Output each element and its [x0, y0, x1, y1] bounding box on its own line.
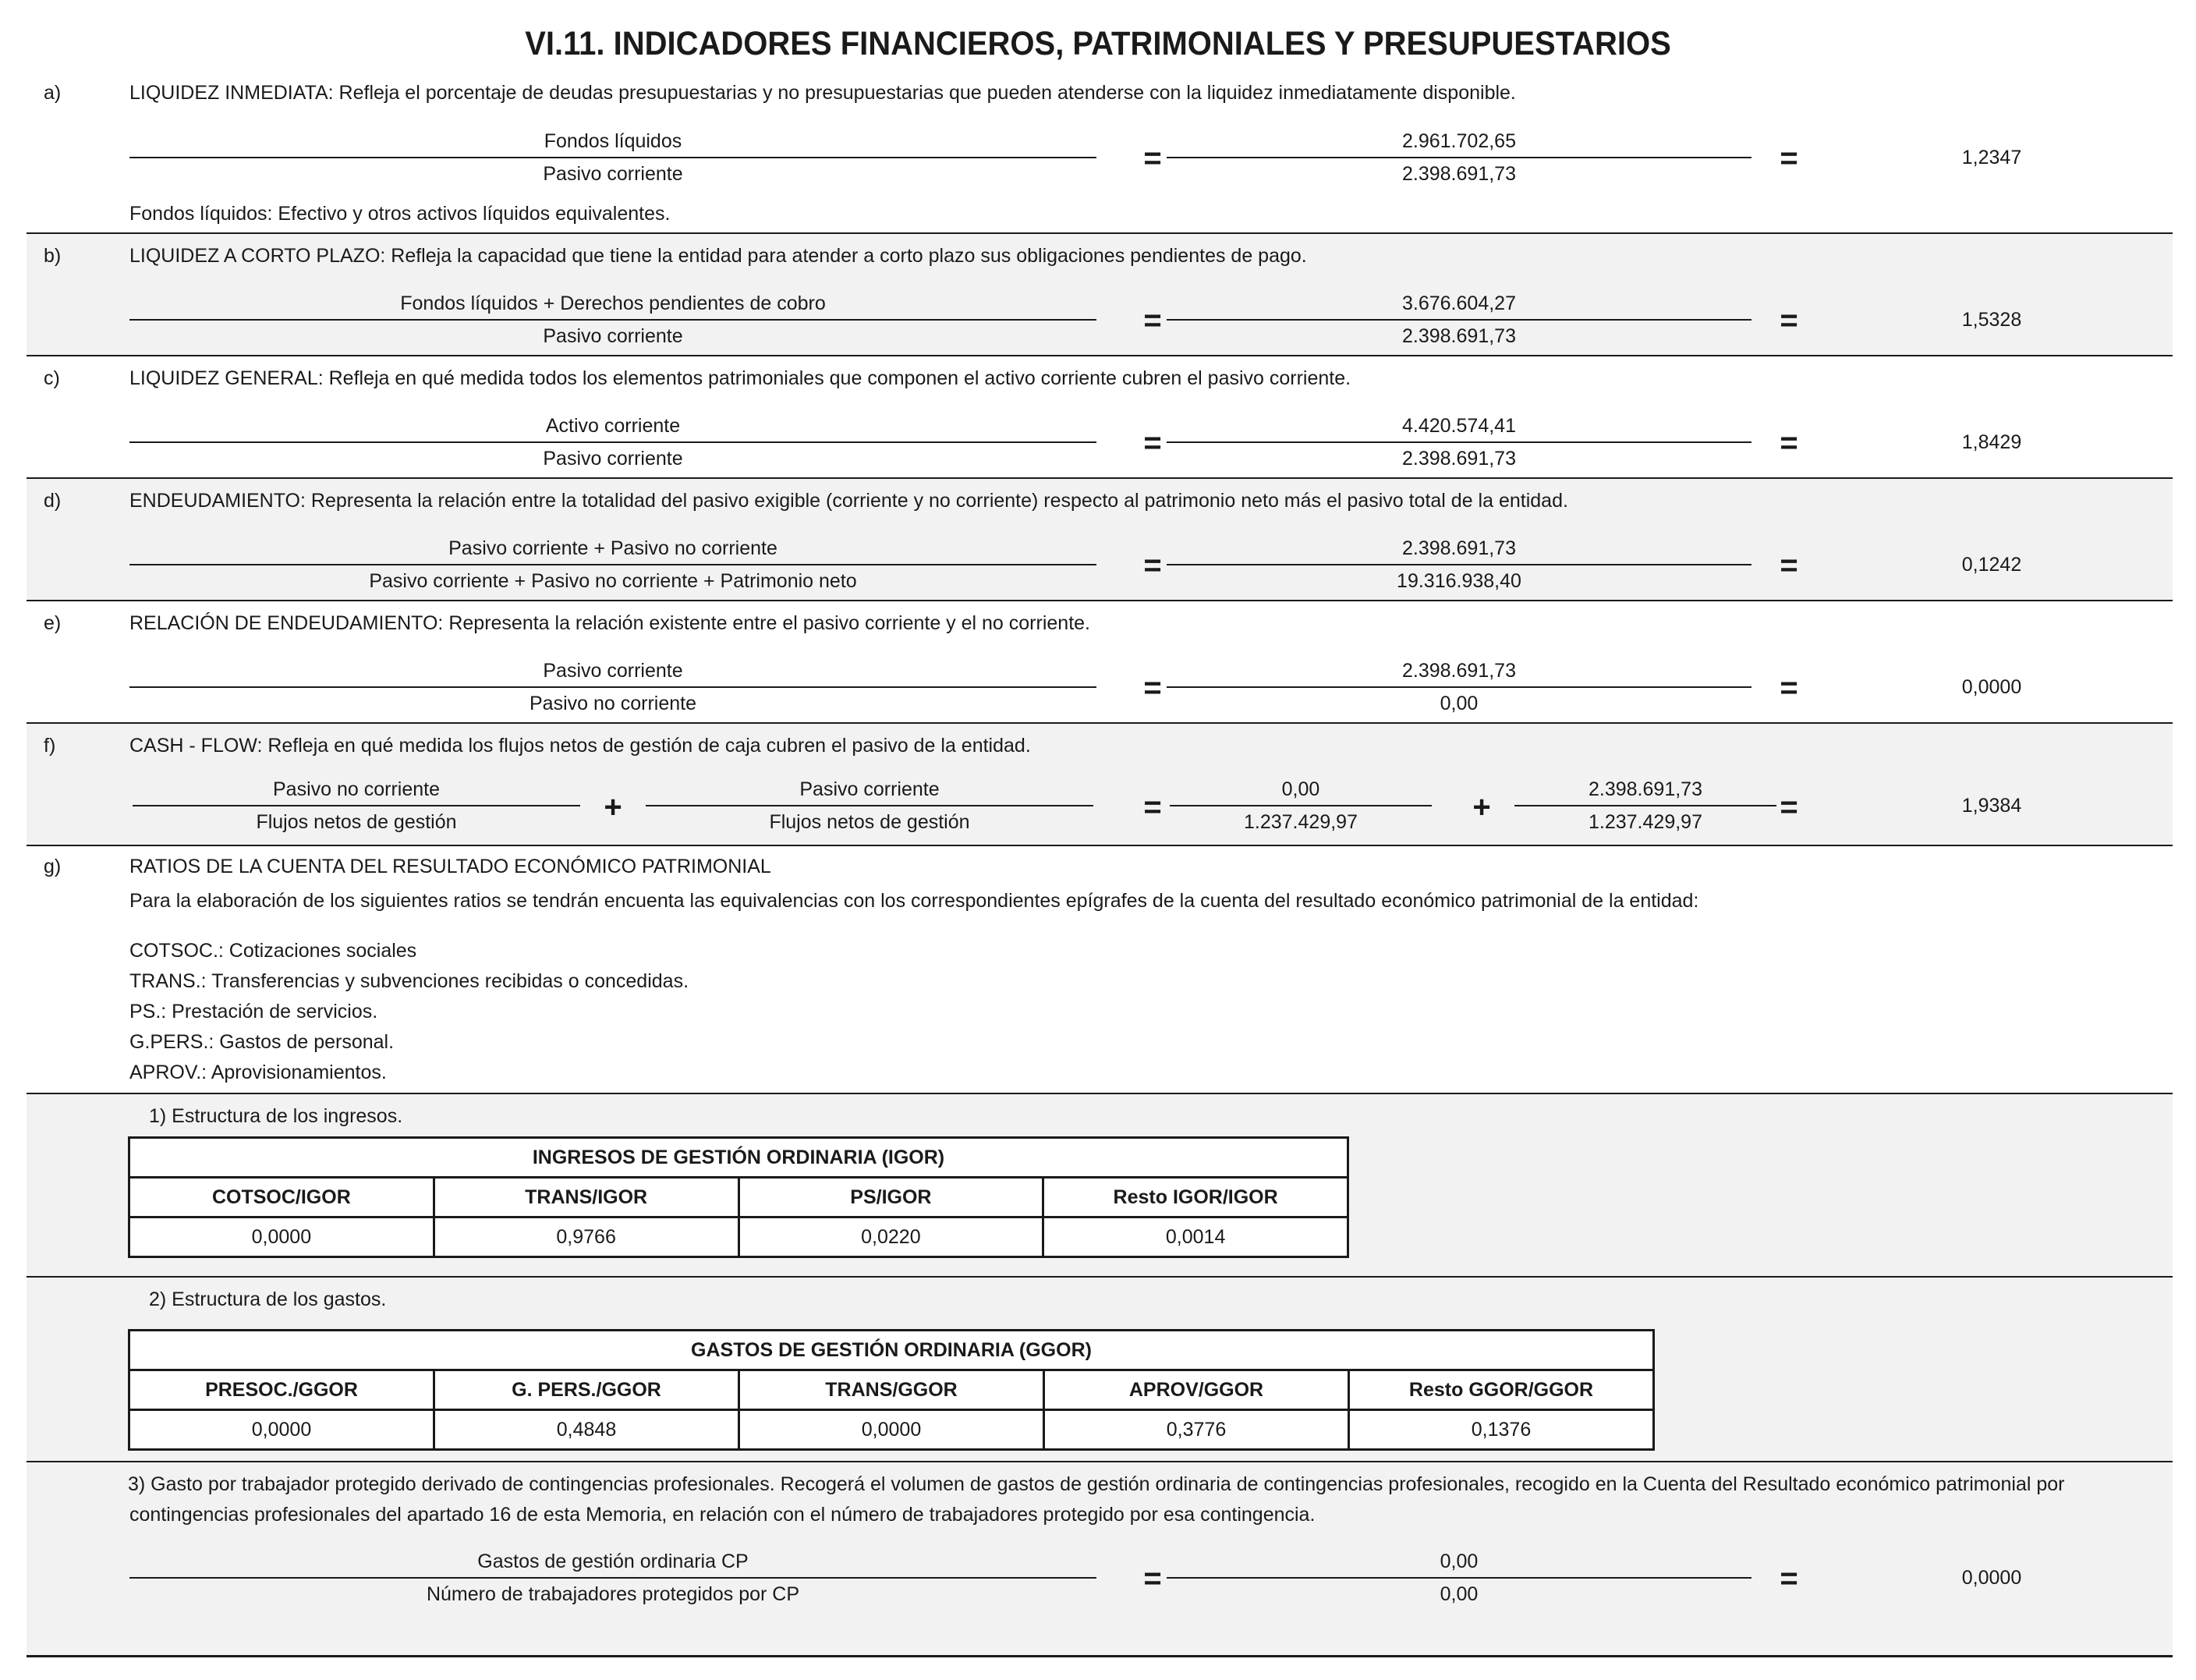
fraction-bar [646, 805, 1093, 806]
table-cell: 0,4848 [434, 1410, 739, 1450]
table-cell: 0,0000 [129, 1217, 434, 1257]
denominator-label: Pasivo corriente [543, 325, 683, 347]
definition-item: TRANS.: Transferencias y subvenciones recibidas o concedidas. [129, 970, 689, 992]
numerator-label: Pasivo no corriente [272, 778, 440, 800]
fraction-bar [129, 157, 1096, 158]
denominator-value: 2.398.691,73 [1402, 163, 1516, 185]
column-header: TRANS/GGOR [739, 1370, 1044, 1410]
section-intro: Para la elaboración de los siguientes ratios se tendrán encuenta las equivalencias con los correspondientes epígrafes de la cuenta del resultado económico patrimonial de la entidad: [129, 890, 1699, 912]
fraction-bar [129, 441, 1096, 443]
fraction-bar [129, 1577, 1096, 1579]
numerator-value: 2.398.691,73 [1589, 778, 1702, 800]
denominator-value: 2.398.691,73 [1402, 448, 1516, 470]
denominator-value: 2.398.691,73 [1402, 325, 1516, 347]
denominator-label: Número de trabajadores protegidos por CP [426, 1583, 800, 1605]
fraction-bar [1167, 1577, 1751, 1579]
denominator-label: Pasivo corriente [543, 163, 683, 185]
numerator-label: Fondos líquidos [544, 130, 682, 152]
numerator-value: 0,00 [1281, 778, 1320, 800]
equals-sign: = [1780, 671, 1798, 705]
section-a [27, 71, 2173, 234]
numerator-label: Pasivo corriente [543, 660, 683, 682]
numerator-label: Activo corriente [545, 415, 681, 437]
table-cell: 0,9766 [434, 1217, 738, 1257]
equals-sign: = [1143, 141, 1162, 175]
equals-sign: = [1143, 671, 1162, 705]
subsection-label: 1) Estructura de los ingresos. [149, 1105, 403, 1127]
numerator-value: 2.398.691,73 [1402, 660, 1516, 682]
table-title: INGRESOS DE GESTIÓN ORDINARIA (IGOR) [129, 1138, 1348, 1178]
denominator-label: Pasivo no corriente [529, 693, 696, 714]
section-f [27, 724, 2173, 846]
section-description: LIQUIDEZ GENERAL: Refleja en qué medida todos los elementos patrimoniales que componen el activo corriente cubren el pasivo corriente. [129, 367, 1351, 389]
section-heading: RATIOS DE LA CUENTA DEL RESULTADO ECONÓMICO PATRIMONIAL [129, 856, 771, 877]
section-letter: b) [44, 245, 62, 267]
fraction-bar [1167, 319, 1751, 321]
equals-sign: = [1143, 548, 1162, 583]
column-header: Resto IGOR/IGOR [1043, 1178, 1348, 1217]
table-cell: 0,1376 [1349, 1410, 1654, 1450]
denominator-label: Flujos netos de gestión [769, 811, 970, 833]
ratio-result: 1,9384 [1961, 795, 2022, 817]
denominator-label: Flujos netos de gestión [256, 811, 457, 833]
equals-sign: = [1143, 303, 1162, 338]
equals-sign: = [1143, 426, 1162, 460]
equals-sign: = [1780, 426, 1798, 460]
fraction-bar [129, 564, 1096, 565]
fraction-bar [1170, 805, 1432, 806]
gastos-table [128, 1329, 1655, 1451]
ratio-result: 0,1242 [1961, 554, 2022, 576]
section-description: RELACIÓN DE ENDEUDAMIENTO: Representa la relación existente entre el pasivo corriente y el no corriente. [129, 612, 1090, 634]
section-letter: c) [44, 367, 60, 389]
numerator-label: Fondos líquidos + Derechos pendientes de cobro [400, 292, 826, 314]
equals-sign: = [1143, 1561, 1162, 1596]
fraction-bar [1167, 564, 1751, 565]
section-ingresos [27, 1094, 2173, 1278]
equals-sign: = [1780, 141, 1798, 175]
section-c [27, 356, 2173, 479]
equals-sign: = [1780, 548, 1798, 583]
fraction-bar [1167, 686, 1751, 688]
section-letter: e) [44, 612, 62, 634]
plus-sign: + [1472, 790, 1491, 824]
numerator-value: 4.420.574,41 [1402, 415, 1516, 437]
section-letter: a) [44, 82, 62, 104]
section-description: contingencias profesionales del apartado 16 de esta Memoria, en relación con el número de trabajadores protegido por esa contingencia. [129, 1504, 1316, 1526]
section-e [27, 601, 2173, 724]
table-cell: 0,3776 [1044, 1410, 1349, 1450]
column-header: PRESOC./GGOR [129, 1370, 434, 1410]
denominator-value: 19.316.938,40 [1397, 570, 1521, 592]
fraction-bar [1514, 805, 1776, 806]
plus-sign: + [604, 790, 622, 824]
section-description: CASH - FLOW: Refleja en qué medida los flujos netos de gestión de caja cubren el pasivo de la entidad. [129, 735, 1031, 757]
numerator-value: 0,00 [1440, 1551, 1479, 1572]
definition-item: PS.: Prestación de servicios. [129, 1001, 378, 1023]
numerator-label: Gastos de gestión ordinaria CP [477, 1551, 749, 1572]
definition-item: COTSOC.: Cotizaciones sociales [129, 940, 417, 962]
section-description: LIQUIDEZ A CORTO PLAZO: Refleja la capacidad que tiene la entidad para atender a corto plazo sus obligaciones pendientes de pago. [129, 245, 1307, 267]
section-description: 3) Gasto por trabajador protegido derivado de contingencias profesionales. Recogerá el volumen de gastos de gestión ordinaria de contingencias profesionales, recogido en la Cuenta del Resultado económico patrimonial por [128, 1473, 2065, 1495]
column-header: Resto GGOR/GGOR [1349, 1370, 1654, 1410]
numerator-value: 3.676.604,27 [1402, 292, 1516, 314]
denominator-value: 1.237.429,97 [1244, 811, 1358, 833]
denominator-value: 1.237.429,97 [1589, 811, 1702, 833]
section-description: ENDEUDAMIENTO: Representa la relación entre la totalidad del pasivo exigible (corriente y no corriente) respecto al patrimonio neto más el pasivo total de la entidad. [129, 490, 1568, 512]
equals-sign: = [1143, 790, 1162, 824]
ratio-result: 1,2347 [1961, 147, 2022, 168]
ingresos-table [128, 1136, 1349, 1258]
numerator-value: 2.961.702,65 [1402, 130, 1516, 152]
fraction-bar [129, 686, 1096, 688]
ratio-result: 1,8429 [1961, 431, 2022, 453]
equals-sign: = [1780, 790, 1798, 824]
fraction-bar [1167, 157, 1751, 158]
denominator-label: Pasivo corriente + Pasivo no corriente + Patrimonio neto [369, 570, 857, 592]
column-header: TRANS/IGOR [434, 1178, 738, 1217]
table-cell: 0,0000 [129, 1410, 434, 1450]
ratio-result: 0,0000 [1961, 1567, 2022, 1589]
section-g [27, 846, 2173, 1094]
numerator-label: Pasivo corriente [799, 778, 940, 800]
denominator-label: Pasivo corriente [543, 448, 683, 470]
section-note: Fondos líquidos: Efectivo y otros activos líquidos equivalentes. [129, 203, 671, 225]
table-cell: 0,0220 [738, 1217, 1043, 1257]
numerator-label: Pasivo corriente + Pasivo no corriente [448, 537, 777, 559]
column-header: COTSOC/IGOR [129, 1178, 434, 1217]
table-cell: 0,0000 [739, 1410, 1044, 1450]
equals-sign: = [1780, 1561, 1798, 1596]
definition-item: G.PERS.: Gastos de personal. [129, 1031, 395, 1053]
denominator-value: 0,00 [1440, 1583, 1479, 1605]
section-description: LIQUIDEZ INMEDIATA: Refleja el porcentaje de deudas presupuestarias y no presupuestarias que pueden atenderse con la liquidez inmediatamente disponible. [129, 82, 1516, 104]
fraction-bar [133, 805, 580, 806]
table-cell: 0,0014 [1043, 1217, 1348, 1257]
section-letter: d) [44, 490, 62, 512]
table-title: GASTOS DE GESTIÓN ORDINARIA (GGOR) [129, 1331, 1654, 1370]
section-letter: f) [44, 735, 56, 757]
section-gastos [27, 1278, 2173, 1462]
column-header: APROV/GGOR [1044, 1370, 1349, 1410]
column-header: G. PERS./GGOR [434, 1370, 739, 1410]
section-d [27, 479, 2173, 601]
ratio-result: 1,5328 [1961, 309, 2022, 331]
section-contingencias [27, 1462, 2173, 1655]
fraction-bar [129, 319, 1096, 321]
page-title: VI.11. INDICADORES FINANCIEROS, PATRIMONIALES Y PRESUPUESTARIOS [525, 25, 1671, 62]
column-header: PS/IGOR [738, 1178, 1043, 1217]
section-letter: g) [44, 856, 62, 877]
denominator-value: 0,00 [1440, 693, 1479, 714]
definition-item: APROV.: Aprovisionamientos. [129, 1062, 387, 1083]
numerator-value: 2.398.691,73 [1402, 537, 1516, 559]
ratio-result: 0,0000 [1961, 676, 2022, 698]
section-b [27, 234, 2173, 356]
equals-sign: = [1780, 303, 1798, 338]
subsection-label: 2) Estructura de los gastos. [149, 1288, 387, 1310]
fraction-bar [1167, 441, 1751, 443]
